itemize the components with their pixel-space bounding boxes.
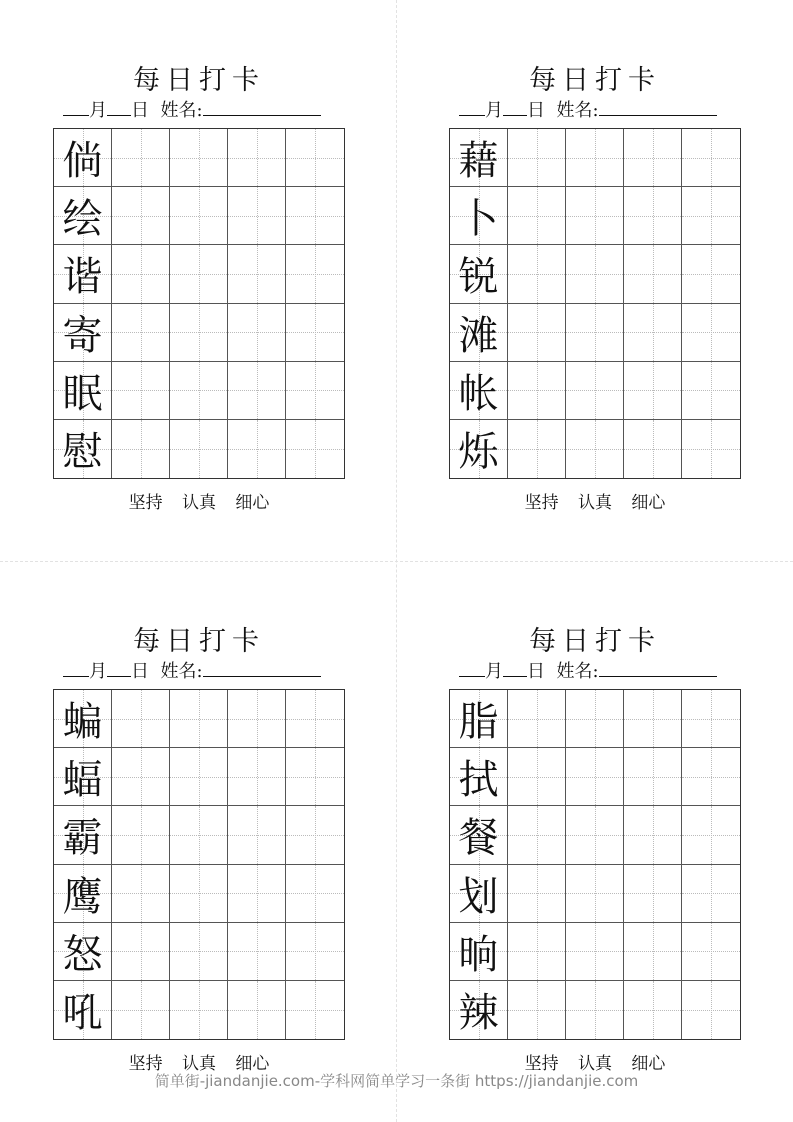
day-blank[interactable] — [503, 660, 527, 677]
motto: 坚持 认真 细心 — [128, 1054, 270, 1074]
practice-cell[interactable] — [228, 865, 286, 923]
day-blank[interactable] — [107, 660, 131, 677]
practice-cell[interactable] — [112, 245, 170, 303]
practice-cell[interactable] — [286, 187, 344, 245]
practice-cell[interactable] — [682, 923, 740, 981]
model-char-cell — [54, 806, 112, 864]
practice-cell[interactable] — [682, 690, 740, 748]
model-char-cell — [450, 304, 508, 362]
practice-cell[interactable] — [508, 420, 566, 478]
model-char-cell — [54, 981, 112, 1039]
practice-cell[interactable] — [624, 362, 682, 420]
model-char-cell — [450, 362, 508, 420]
model-character: 吼 — [62, 990, 103, 1037]
name-label: 姓名: — [556, 100, 599, 121]
practice-cell[interactable] — [286, 748, 344, 806]
practice-cell[interactable] — [112, 304, 170, 362]
model-character: 蝠 — [62, 757, 103, 804]
name-blank[interactable] — [599, 660, 717, 677]
practice-cell[interactable] — [112, 362, 170, 420]
date-name-line — [63, 657, 345, 683]
model-character: 晌 — [458, 931, 499, 978]
writing-grid — [449, 128, 741, 479]
practice-cell[interactable] — [624, 304, 682, 362]
practice-cell[interactable] — [566, 690, 624, 748]
practice-cell[interactable] — [286, 245, 344, 303]
practice-cell[interactable] — [228, 362, 286, 420]
card-title: 每日打卡 — [529, 626, 661, 657]
model-character: 蝙 — [62, 699, 103, 746]
model-character: 寄 — [62, 312, 103, 359]
day-label: 日 — [527, 661, 545, 682]
model-char-cell — [54, 748, 112, 806]
practice-cell[interactable] — [682, 865, 740, 923]
model-char-cell — [450, 129, 508, 187]
name-blank[interactable] — [599, 99, 717, 116]
practice-cell[interactable] — [286, 923, 344, 981]
practice-cell[interactable] — [508, 981, 566, 1039]
practice-cell[interactable] — [508, 187, 566, 245]
practice-cell[interactable] — [624, 923, 682, 981]
practice-cell[interactable] — [228, 420, 286, 478]
practice-cell[interactable] — [286, 806, 344, 864]
practice-cell[interactable] — [170, 187, 228, 245]
model-char-cell — [54, 420, 112, 478]
model-character: 鹰 — [62, 873, 103, 920]
practice-cell[interactable] — [286, 304, 344, 362]
practice-cell[interactable] — [112, 981, 170, 1039]
practice-cell[interactable] — [112, 748, 170, 806]
model-char-cell — [54, 690, 112, 748]
practice-cell[interactable] — [112, 129, 170, 187]
practice-cell[interactable] — [170, 981, 228, 1039]
practice-cell[interactable] — [228, 304, 286, 362]
practice-cell[interactable] — [566, 806, 624, 864]
model-character: 餐 — [458, 815, 499, 862]
practice-cell[interactable] — [566, 245, 624, 303]
practice-cell[interactable] — [228, 129, 286, 187]
practice-cell[interactable] — [624, 245, 682, 303]
practice-cell[interactable] — [682, 806, 740, 864]
practice-cell[interactable] — [682, 187, 740, 245]
practice-cell[interactable] — [508, 806, 566, 864]
model-char-cell — [450, 690, 508, 748]
practice-cell[interactable] — [228, 245, 286, 303]
practice-cell[interactable] — [566, 362, 624, 420]
model-char-cell — [450, 748, 508, 806]
practice-cell[interactable] — [682, 245, 740, 303]
practice-cell[interactable] — [624, 129, 682, 187]
practice-cell[interactable] — [508, 245, 566, 303]
practice-cell[interactable] — [170, 245, 228, 303]
practice-cell[interactable] — [112, 187, 170, 245]
model-char-cell — [54, 129, 112, 187]
practice-cell[interactable] — [228, 690, 286, 748]
model-character: 帐 — [458, 370, 499, 417]
month-blank[interactable] — [63, 660, 89, 677]
writing-grid — [449, 689, 741, 1040]
practice-cell[interactable] — [112, 923, 170, 981]
practice-cell[interactable] — [624, 690, 682, 748]
day-label: 日 — [527, 100, 545, 121]
practice-cell[interactable] — [112, 690, 170, 748]
model-char-cell — [54, 187, 112, 245]
model-char-cell — [450, 981, 508, 1039]
practice-cell[interactable] — [682, 981, 740, 1039]
practice-cell[interactable] — [170, 690, 228, 748]
footer-watermark: 简单街-jiandanjie.com-学科网简单学习一条街 https://jiandanjie.com — [154, 1072, 639, 1090]
practice-cell[interactable] — [228, 806, 286, 864]
model-character: 脂 — [458, 699, 499, 746]
practice-cell[interactable] — [566, 923, 624, 981]
model-char-cell — [450, 245, 508, 303]
model-character: 辣 — [458, 990, 499, 1037]
practice-cell[interactable] — [566, 129, 624, 187]
practice-cell[interactable] — [286, 981, 344, 1039]
practice-cell[interactable] — [508, 865, 566, 923]
practice-cell[interactable] — [682, 420, 740, 478]
name-label: 姓名: — [556, 661, 599, 682]
date-name-line — [63, 96, 345, 122]
name-label: 姓名: — [160, 661, 203, 682]
model-char-cell — [450, 865, 508, 923]
practice-cell[interactable] — [286, 129, 344, 187]
motto: 坚持 认真 细心 — [524, 1054, 666, 1074]
practice-cell[interactable] — [170, 923, 228, 981]
model-character: 眠 — [62, 370, 103, 417]
practice-cell[interactable] — [170, 420, 228, 478]
practice-cell[interactable] — [170, 865, 228, 923]
practice-cell[interactable] — [170, 129, 228, 187]
cut-line-horizontal — [0, 561, 793, 562]
month-blank[interactable] — [63, 99, 89, 116]
name-label: 姓名: — [160, 100, 203, 121]
practice-cell[interactable] — [566, 981, 624, 1039]
practice-cell[interactable] — [566, 304, 624, 362]
practice-cell[interactable] — [682, 129, 740, 187]
practice-cell[interactable] — [170, 304, 228, 362]
model-char-cell — [450, 923, 508, 981]
practice-cell[interactable] — [286, 420, 344, 478]
date-name-line — [459, 96, 741, 122]
practice-cell[interactable] — [566, 187, 624, 245]
practice-cell[interactable] — [624, 865, 682, 923]
practice-cell[interactable] — [566, 420, 624, 478]
practice-cell[interactable] — [624, 806, 682, 864]
day-label: 日 — [131, 661, 149, 682]
practice-cell[interactable] — [170, 806, 228, 864]
model-char-cell — [450, 806, 508, 864]
date-name-line — [459, 657, 741, 683]
model-character: 绘 — [62, 196, 103, 243]
practice-cell[interactable] — [228, 923, 286, 981]
practice-cell[interactable] — [508, 362, 566, 420]
practice-cell[interactable] — [170, 748, 228, 806]
day-blank[interactable] — [503, 99, 527, 116]
practice-cell[interactable] — [624, 187, 682, 245]
month-blank[interactable] — [459, 99, 485, 116]
practice-cell[interactable] — [228, 187, 286, 245]
practice-cell[interactable] — [624, 748, 682, 806]
model-char-cell — [450, 187, 508, 245]
model-character: 滩 — [458, 312, 499, 359]
model-char-cell — [450, 420, 508, 478]
card-title: 每日打卡 — [529, 65, 661, 96]
practice-cell[interactable] — [624, 981, 682, 1039]
model-character: 霸 — [62, 815, 103, 862]
model-character: 烁 — [458, 429, 499, 476]
practice-cell[interactable] — [566, 748, 624, 806]
model-char-cell — [54, 245, 112, 303]
practice-cell[interactable] — [508, 129, 566, 187]
practice-cell[interactable] — [682, 304, 740, 362]
day-label: 日 — [131, 100, 149, 121]
model-character: 慰 — [62, 429, 103, 476]
month-label: 月 — [89, 661, 107, 682]
model-character: 怒 — [62, 931, 103, 978]
name-blank[interactable] — [203, 660, 321, 677]
model-char-cell — [54, 865, 112, 923]
model-character: 藉 — [458, 138, 499, 185]
practice-cell[interactable] — [286, 362, 344, 420]
name-blank[interactable] — [203, 99, 321, 116]
month-label: 月 — [485, 661, 503, 682]
practice-cell[interactable] — [112, 420, 170, 478]
practice-cell[interactable] — [170, 362, 228, 420]
model-character: 划 — [458, 873, 499, 920]
practice-cell[interactable] — [228, 748, 286, 806]
model-char-cell — [54, 304, 112, 362]
model-character: 拭 — [458, 757, 499, 804]
practice-cell[interactable] — [286, 690, 344, 748]
practice-cell[interactable] — [228, 981, 286, 1039]
practice-cell[interactable] — [112, 865, 170, 923]
model-character: 谐 — [62, 254, 103, 301]
motto: 坚持 认真 细心 — [128, 493, 270, 513]
practice-cell[interactable] — [508, 690, 566, 748]
model-char-cell — [54, 923, 112, 981]
practice-cell[interactable] — [508, 304, 566, 362]
writing-grid — [53, 128, 345, 479]
model-character: 倘 — [62, 138, 103, 185]
practice-cell[interactable] — [566, 865, 624, 923]
practice-cell[interactable] — [508, 748, 566, 806]
motto: 坚持 认真 细心 — [524, 493, 666, 513]
month-label: 月 — [89, 100, 107, 121]
writing-grid — [53, 689, 345, 1040]
practice-cell[interactable] — [508, 923, 566, 981]
model-character: 锐 — [458, 254, 499, 301]
practice-cell[interactable] — [682, 748, 740, 806]
model-char-cell — [54, 362, 112, 420]
practice-cell[interactable] — [112, 806, 170, 864]
card-title: 每日打卡 — [133, 626, 265, 657]
practice-cell[interactable] — [624, 420, 682, 478]
month-blank[interactable] — [459, 660, 485, 677]
month-label: 月 — [485, 100, 503, 121]
day-blank[interactable] — [107, 99, 131, 116]
practice-cell[interactable] — [682, 362, 740, 420]
model-character: 卜 — [458, 196, 499, 243]
practice-cell[interactable] — [286, 865, 344, 923]
card-title: 每日打卡 — [133, 65, 265, 96]
